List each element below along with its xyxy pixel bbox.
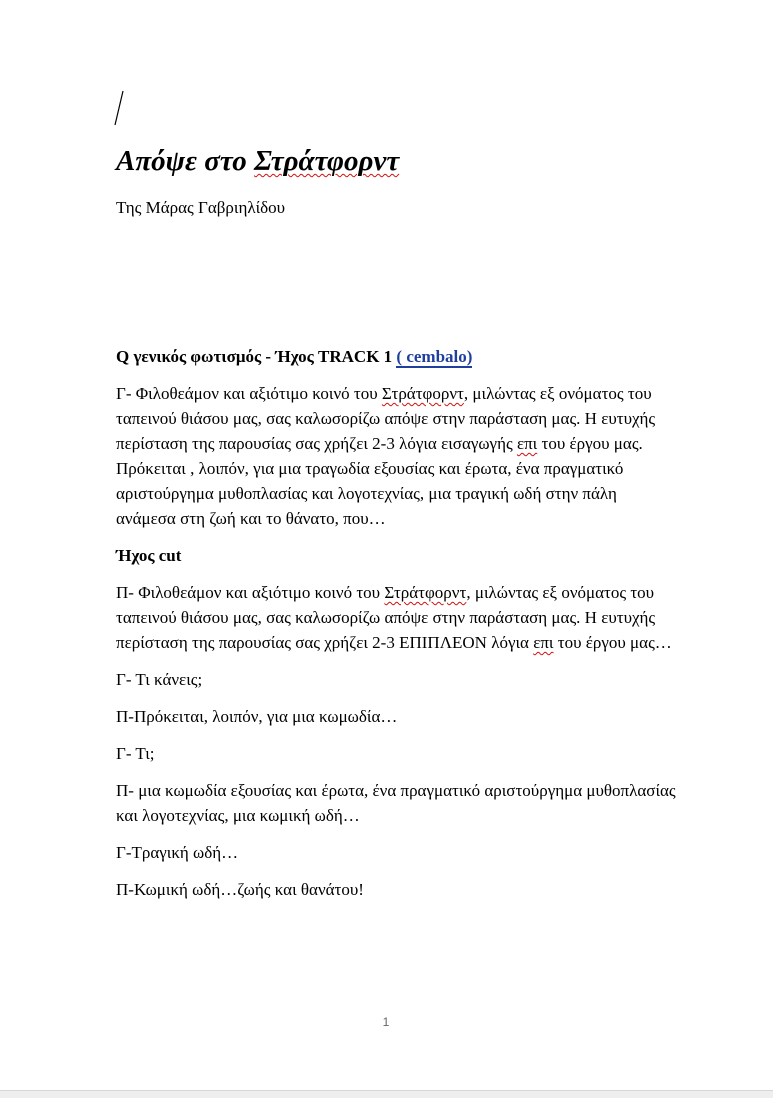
text-run: του έργου μας… <box>553 633 672 652</box>
script-body <box>116 344 676 914</box>
text-run: Γ- Φιλοθεάμον και αξιότιμο κοινό του <box>116 384 382 403</box>
text-run: του έργου μας. Πρόκειται , λοιπόν, για μια τραγωδία εξουσίας και έρωτα, ένα πραγματικό αριστούργημα μυθοπλασίας και λογοτεχνίας, μια τραγική ωδή στην πάλη ανάμεσα στη ζωή και το θάνατο, που… <box>116 434 643 528</box>
document-title[interactable] <box>116 143 399 179</box>
spellcheck-word: Στράτφορντ <box>381 384 464 403</box>
author-line[interactable]: Της Μάρας Γαβριηλίδου <box>116 198 286 217</box>
sound-cue-2[interactable]: Ήχος cut <box>116 546 182 565</box>
text-run: , μιλώντας εξ ονόματος του ταπεινού θιάσου μας, σας καλωσορίζω απόψε στην παράσταση μας. Η ευτυχής περίσταση της παρουσίας σας χρήζει 2-3 λόγια εισαγωγής <box>116 384 656 453</box>
title-text: Απόψε στο <box>116 145 255 177</box>
cue-text: Q γενικός φωτισμός - Ήχος TRACK 1 <box>116 347 397 366</box>
spellcheck-word: Στράτφορντ <box>384 583 467 602</box>
text-run: Π- Φιλοθεάμον και αξιότιμο κοινό του <box>116 583 385 602</box>
spellcheck-word: επι <box>533 633 554 652</box>
cue-link[interactable]: ( cembalo) <box>396 347 473 366</box>
text-run: , μιλώντας εξ ονόματος του ταπεινού θιάσου μας, σας καλωσορίζω απόψε στην παράσταση μας. Η ευτυχής περίσταση της παρουσίας σας χρήζει 2-3 ΕΠΙΠΛΕΟΝ λόγια <box>116 583 656 652</box>
page-number: 1 <box>382 1015 390 1029</box>
dialogue-line[interactable]: Γ- Τι κάνεις; <box>116 670 203 689</box>
dialogue-paragraph[interactable] <box>116 580 676 655</box>
title-spellcheck-word: Στράτφορντ <box>254 145 400 177</box>
dialogue-line[interactable]: Π- μια κωμωδία εξουσίας και έρωτα, ένα πραγματικό αριστούργημα μυθοπλασίας και λογοτεχνίας, μια κωμική ωδή… <box>116 781 676 825</box>
sound-cue-1[interactable] <box>116 344 676 369</box>
text-cursor-icon <box>114 90 124 126</box>
dialogue-line[interactable]: Γ-Τραγική ωδή… <box>116 843 239 862</box>
spellcheck-word: επι <box>516 434 538 453</box>
dialogue-line[interactable]: Π-Πρόκειται, λοιπόν, για μια κωμωδία… <box>116 707 398 726</box>
dialogue-line[interactable]: Γ- Τι; <box>116 744 155 763</box>
dialogue-line[interactable]: Π-Κωμική ωδή…ζωής και θανάτου! <box>116 880 364 899</box>
dialogue-paragraph[interactable] <box>116 381 676 531</box>
